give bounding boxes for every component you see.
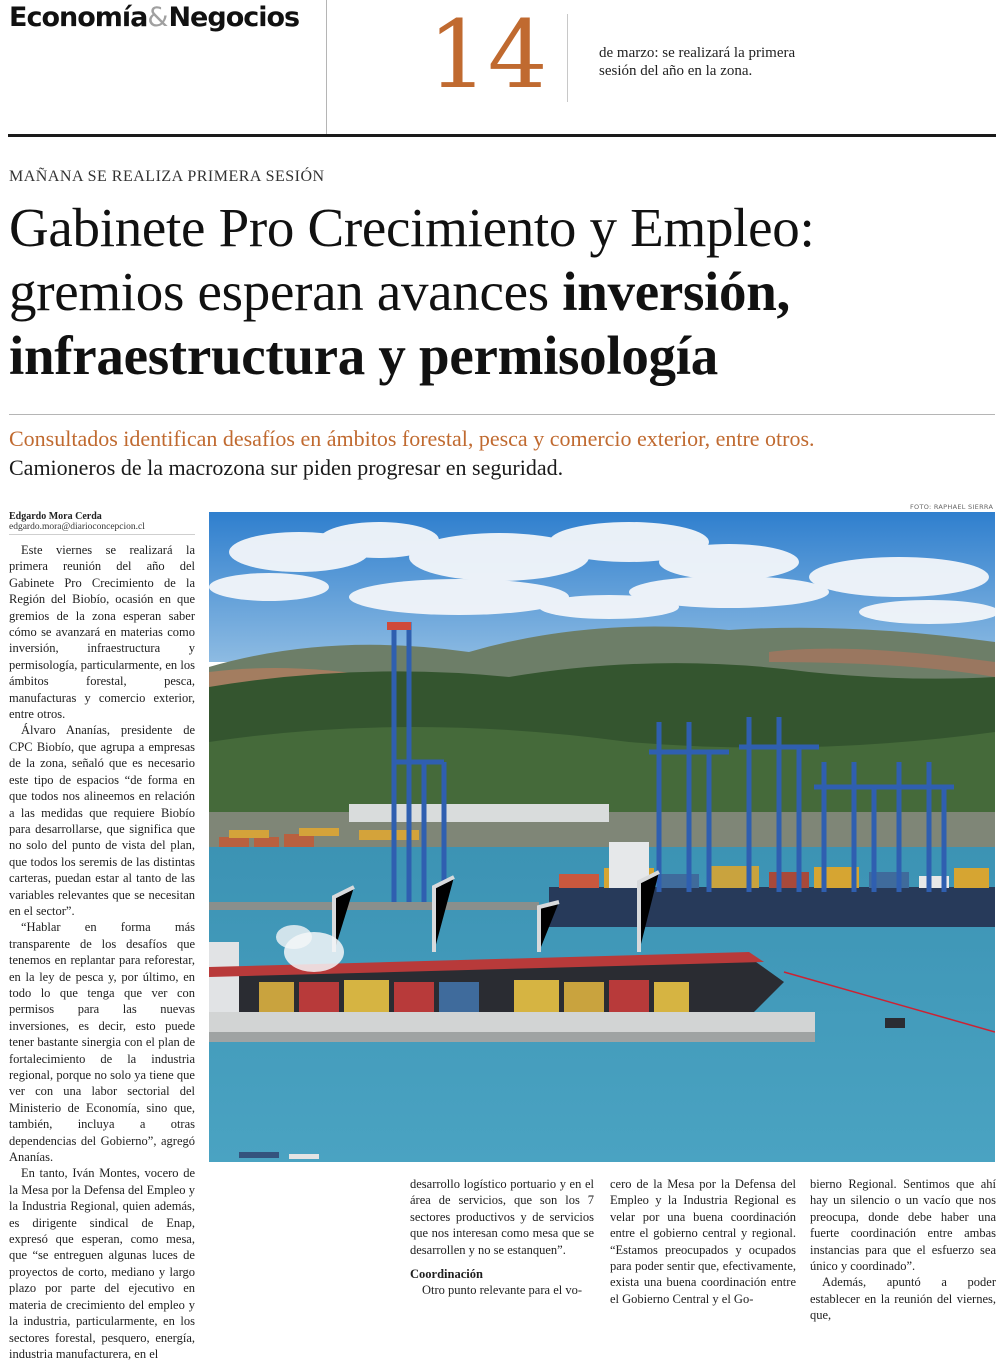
headline-rule [9, 414, 995, 415]
page-header [0, 0, 1000, 136]
article-kicker: MAÑANA SE REALIZA PRIMERA SESIÓN [9, 168, 325, 185]
article-paragraph: Este viernes se realizará la primera reunión del año del Gabinete Pro Crecimiento de la Región del Biobío, ocasión en que gremios de la zona esperan saber cómo se avanzará en materias como inversión, infraestructura y permisología, particularmente, en los ámbitos forestal, pesca, manufacturas y comercio exterior, entre otros. [9, 543, 195, 722]
article-column-d [810, 1176, 996, 1324]
article-paragraph: desarrollo logístico portuario y en el área de servicios, que son los 7 sectores productivos y de servicios que nos interesan como mesa que se desarrollen y no se estanquen”. [410, 1177, 594, 1257]
highlight-date-number: 14 [428, 1, 548, 110]
section-title: Economía&Negocios [9, 2, 300, 33]
article-column-left [9, 542, 195, 1362]
article-column-c [610, 1176, 796, 1307]
header-rule [8, 134, 996, 137]
byline-author: Edgardo Mora Cerda [9, 511, 102, 522]
article-paragraph: En tanto, Iván Montes, vocero de la Mesa por la Defensa del Empleo y la Industria Regional, quien además, es dirigente sindical de Enap, expresó que esperan, como mesa, que “se entreguen algunas luces de proyectos de corto, mediano y largo plazo por parte del ejecutivo en materia de crecimiento del empleo y la industria, particularmente, en los sectores forestal, pesquero, energía, industria manufacturera, en el [9, 1166, 195, 1361]
byline-rule [9, 534, 195, 535]
byline-email[interactable]: edgardo.mora@diarioconcepcion.cl [9, 522, 145, 532]
subhead-coordinacion: Coordinación [410, 1267, 483, 1282]
article-paragraph: “Hablar en forma más transparente de los desafíos que tenemos en replantar para reforestar, en la ley de pesca y, por último, en todo lo que tenga que ver con permisos para las nuevas inversiones, es decir, esto puede tener bastante sinergia con el plan de fortalecimiento de la industria regional, porque no solo ya tiene que ver con una labor sectorial del Ministerio de Economía, sino que, también, incluya a otras dependencias del Gobierno”, agregó Ananías. [9, 920, 195, 1165]
header-divider [326, 0, 327, 134]
port-photo [209, 512, 995, 1162]
article-paragraph: cero de la Mesa por la Defensa del Empleo y la Industria Regional es velar por una buena coordinación entre el gobierno central y regional. “Estamos preocupados y ocupados para poder sentir que, efectivamente, exista una buena coordinación entre el Gobierno Central y el Go- [610, 1177, 796, 1306]
article-headline [9, 196, 999, 388]
headline-light: Gabinete Pro Crecimiento y Empleo: gremios esperan avances [9, 197, 815, 322]
photo-credit: FOTO: RAPHAEL SIERRA [910, 503, 994, 511]
article-paragraph: Además, apuntó a poder establecer en la reunión del viernes, que, [810, 1275, 996, 1323]
article-paragraph: Otro punto relevante para el vo- [422, 1283, 583, 1298]
highlight-date-note: de marzo: se realizará la primera sesión del año en la zona. [599, 45, 796, 79]
headline-bold: inversión, infraestructura y permisología [9, 261, 790, 386]
date-divider [567, 14, 568, 102]
article-paragraph: bierno Regional. Sentimos que ahí hay un silencio o un vacío que nos preocupa, donde debe haber una fuerte coordinación entre ambas instancias para que el esfuerzo sea único y coordinado”. [810, 1177, 996, 1274]
article-paragraph: Álvaro Ananías, presidente de CPC Biobío, que agrupa a empresas de la zona, señaló que es necesario este tipo de espacios “de forma en que todos nos alineemos en relación a las medidas que requiere Biobío para desarrollarse, que significa que no solo del punto de vista del plan, que todos los seremis de las distintas carteras, puedan estar al tanto de las variables relevantes que se necesitan en el sector”. [9, 723, 195, 918]
article-deck: Camioneros de la macrozona sur piden progresar en seguridad. [9, 455, 564, 480]
article-deck-highlight: Consultados identifican desafíos en ámbitos forestal, pesca y comercio exterior, entre otros. [9, 426, 815, 451]
article-column-b [410, 1176, 594, 1299]
section-ampersand: & [147, 2, 169, 33]
